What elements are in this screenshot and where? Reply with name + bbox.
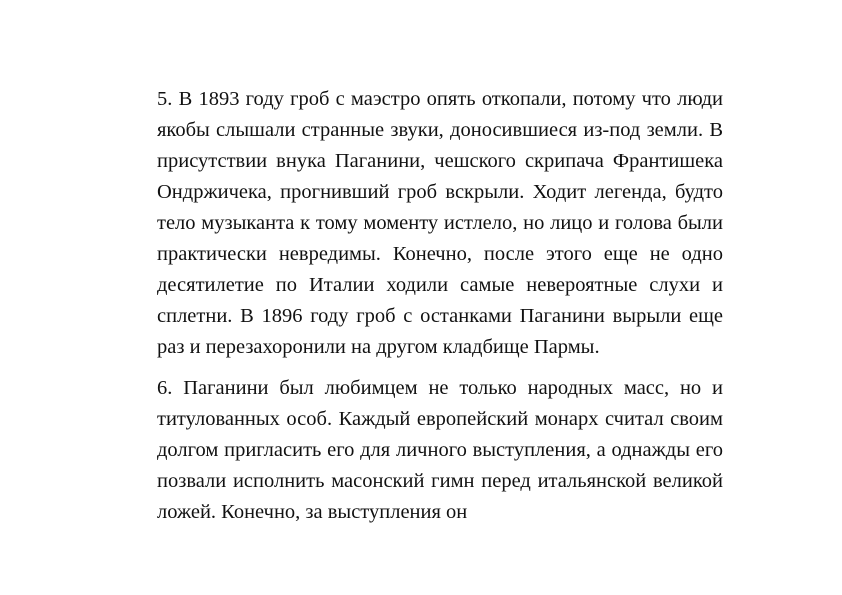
paragraph-6: 6. Паганини был любимцем не только народных масс, но и титулованных особ. Каждый европейский монарх считал своим долгом пригласить его для личного выступления, а однажды его позвали исполнить масонский гимн перед итальянской великой ложей. Конечно, за выступления он	[157, 377, 723, 523]
text-body	[157, 84, 723, 528]
paragraph-5: 5. В 1893 году гроб с маэстро опять откопали, потому что люди якобы слышали странные звуки, доносившиеся из-под земли. В присутствии внука Паганини, чешского скрипача Франтишека Ондржичека, прогнивший гроб вскрыли. Ходит легенда, будто тело музыканта к тому моменту истлело, но лицо и голова были практически невредимы. Конечно, после этого еще не одно десятилетие по Италии ходили самые невероятные слухи и сплетни. В 1896 году гроб с останками Паганини вырыли еще раз и перезахоронили на другом кладбище Пармы.	[157, 88, 723, 358]
